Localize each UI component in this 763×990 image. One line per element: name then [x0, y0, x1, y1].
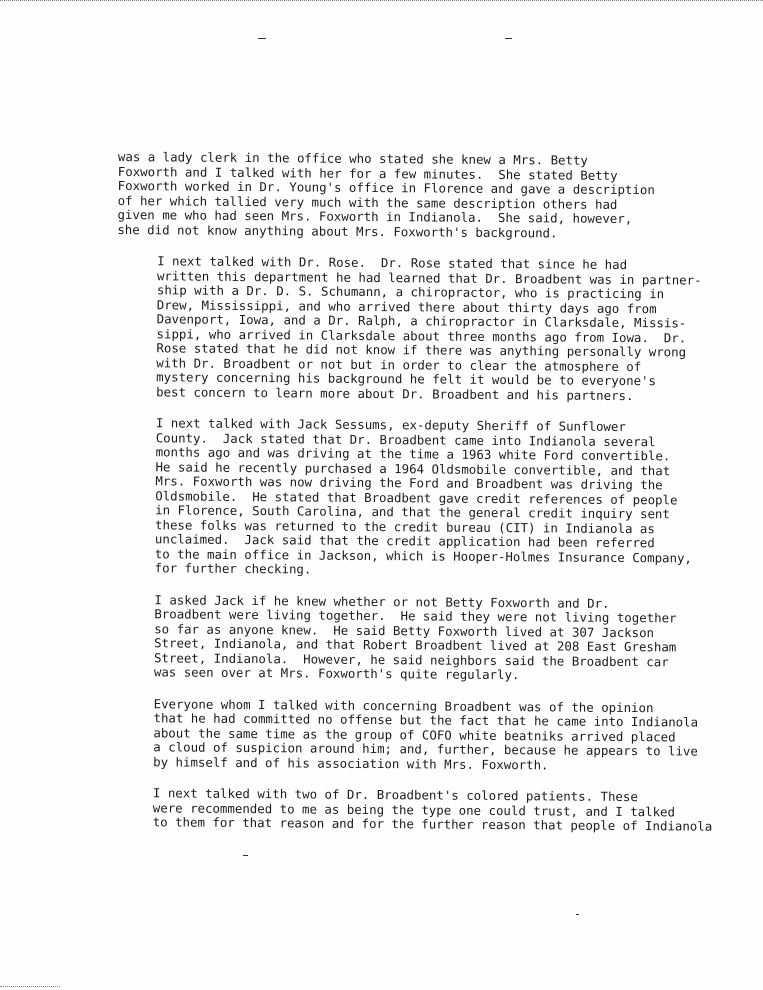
text-line: Drew, Mississippi, and who arrived there about thirty days ago from	[156, 296, 657, 316]
text-line: with Dr. Broadbent or not but in order to clear the atmosphere of	[156, 354, 642, 374]
text-line: I next talked with Jack Sessums, ex-deputy Sheriff of Sunflower	[155, 415, 626, 434]
page-top-edge	[0, 0, 763, 3]
text-line: Oldsmobile. He stated that Broadbent gave credit references of people	[155, 487, 678, 507]
text-line: mystery concerning his background he felt it would be to everyone's	[156, 369, 657, 389]
text-line: for further checking.	[154, 560, 312, 577]
text-line: best concern to learn more about Dr. Broadbent and his partners.	[156, 383, 634, 403]
text-line: unclaimed. Jack said that the credit application had been referred	[154, 531, 655, 551]
text-line: a cloud of suspicion around him; and, further, because he appears to live	[153, 739, 698, 759]
text-line: Street, Indianola. However, he said neighbors said the Broadbent car	[153, 649, 669, 669]
scan-mark	[258, 38, 266, 39]
text-line: were recommended to me as being the type one could trust, and I talked	[152, 799, 676, 819]
text-line: Street, Indianola, and that Robert Broadbent lived at 208 East Gresham	[154, 635, 677, 655]
text-line: Foxworth and I talked with her for a few minutes. She stated Betty	[117, 163, 618, 183]
text-line: I next talked with two of Dr. Broadbent's colored patients. These	[152, 785, 638, 805]
text-line: given me who had seen Mrs. Foxworth in Indianola. She said, however,	[117, 206, 633, 227]
text-line: these folks was returned to the credit bureau (CIT) in Indianola as	[155, 516, 655, 536]
text-line: written this department he had learned that Dr. Broadbent was in partner-	[156, 267, 702, 288]
scan-mark	[505, 38, 512, 39]
text-line: County. Jack stated that Dr. Broadbent came into Indianola several	[155, 429, 656, 449]
text-line: she did not know anything about Mrs. Foxworth's background.	[117, 221, 558, 240]
text-line: Rose stated that he did not know if there was anything personally wrong	[156, 340, 687, 360]
text-line: Everyone whom I talked with concerning Broadbent was of the opinion	[153, 695, 654, 715]
text-line: ship with a Dr. D. S. Schumann, a chiropractor, who is practicing in	[156, 282, 665, 302]
text-line: of her which tallied very much with the same description others had	[117, 192, 618, 212]
paragraph	[116, 253, 702, 403]
paragraph	[115, 415, 692, 580]
text-line: that he had committed no offense but the fact that he came into Indianola	[153, 710, 699, 730]
text-line: was seen over at Mrs. Foxworth's quite regularly.	[153, 664, 520, 683]
text-line: He said he recently purchased a 1964 Oldsmobile convertible, and that	[155, 458, 671, 478]
text-line: I next talked with Dr. Rose. Dr. Rose stated that since he had	[157, 253, 628, 273]
paragraph	[113, 785, 713, 834]
text-line: was a lady clerk in the office who stated she knew a Mrs. Betty	[117, 149, 588, 168]
paragraph	[113, 695, 699, 773]
text-line: Broadbent were living together. He said they were not living together	[154, 606, 677, 626]
text-line: to them for that reason and for the further reason that people of Indianola	[152, 814, 713, 834]
text-line: I asked Jack if he knew whether or not Betty Foxworth and Dr.	[154, 591, 610, 611]
page-bottom-edge	[0, 986, 60, 988]
text-line: about the same time as the group of COFO white beatniks arrived placed	[153, 724, 676, 744]
paragraph	[114, 592, 687, 683]
text-line: months ago and was driving at the time a 1963 white Ford convertible.	[155, 444, 671, 464]
text-line: by himself and of his association with Mrs. Foxworth.	[153, 753, 549, 772]
text-line: in Florence, South Carolina, and that the general credit inquiry sent	[155, 502, 670, 522]
text-line: Davenport, Iowa, and a Dr. Ralph, a chiropractor in Clarksdale, Missis-	[156, 311, 687, 331]
text-line: Mrs. Foxworth was now driving the Ford and Broadbent was driving the	[155, 473, 663, 493]
paragraph	[117, 150, 690, 241]
text-line: so far as anyone knew. He said Betty Foxworth lived at 307 Jackson	[154, 620, 655, 640]
text-line: Foxworth worked in Dr. Young's office in Florence and gave a description	[117, 177, 655, 198]
text-line: sippi, who arrived in Clarksdale about three months ago from Iowa. Dr.	[156, 325, 687, 345]
scan-mark	[576, 914, 579, 915]
scan-mark	[243, 855, 248, 856]
text-line: to the main office in Jackson, which is Hooper-Holmes Insurance Company,	[154, 545, 692, 566]
body-text	[113, 149, 713, 851]
